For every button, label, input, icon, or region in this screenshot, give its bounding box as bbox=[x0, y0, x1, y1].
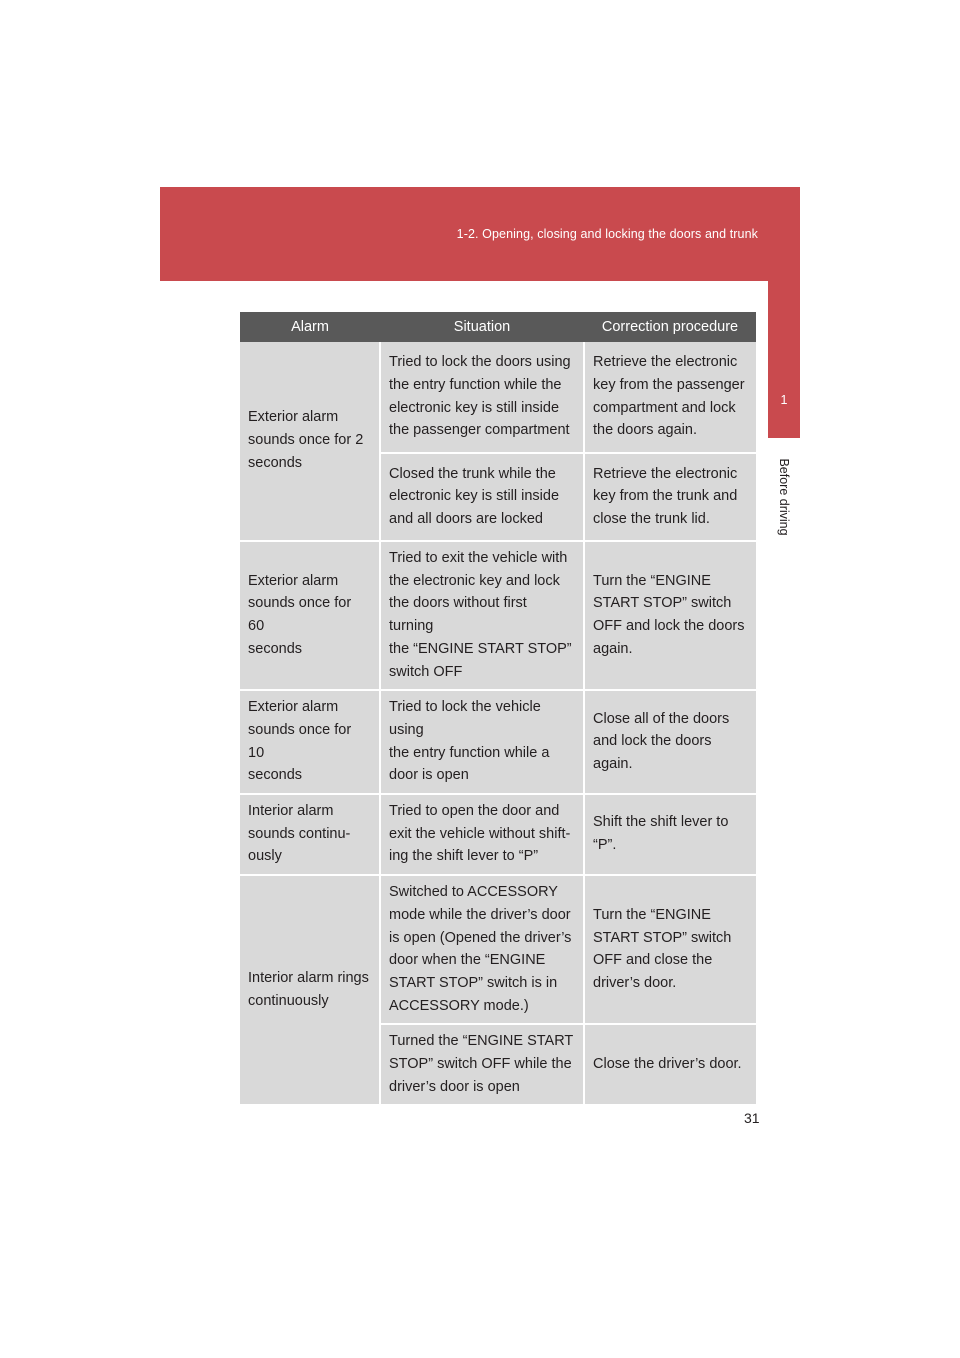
alarm-table bbox=[240, 312, 756, 1106]
table-row bbox=[240, 875, 756, 1024]
table-header-row bbox=[240, 312, 756, 342]
chapter-label: Before driving bbox=[777, 458, 791, 536]
alarm-cell: Interior alarm rings continuously bbox=[240, 875, 380, 1105]
situation-cell: Tried to lock the vehicle using the entry function while a door is open bbox=[380, 690, 584, 794]
chapter-tab bbox=[768, 281, 800, 438]
table-row bbox=[240, 342, 756, 453]
column-header-correction: Correction procedure bbox=[584, 312, 756, 342]
situation-cell: Tried to open the door and exit the vehicle without shift- ing the shift lever to “P” bbox=[380, 794, 584, 875]
correction-cell: Retrieve the electronic key from the trunk and close the trunk lid. bbox=[584, 453, 756, 541]
correction-cell: Turn the “ENGINE START STOP” switch OFF and close the driver’s door. bbox=[584, 875, 756, 1024]
column-header-situation: Situation bbox=[380, 312, 584, 342]
correction-cell: Turn the “ENGINE START STOP” switch OFF and lock the doors again. bbox=[584, 541, 756, 690]
section-header-band bbox=[160, 187, 800, 281]
situation-cell: Tried to lock the doors using the entry function while the electronic key is still inside the passenger compartment bbox=[380, 342, 584, 453]
alarm-cell: Exterior alarm sounds once for 10 seconds bbox=[240, 690, 380, 794]
correction-cell: Close the driver’s door. bbox=[584, 1024, 756, 1105]
table-row bbox=[240, 794, 756, 875]
page-number: 31 bbox=[744, 1110, 760, 1126]
situation-cell: Turned the “ENGINE START STOP” switch OFF while the driver’s door is open bbox=[380, 1024, 584, 1105]
situation-cell: Closed the trunk while the electronic key is still inside and all doors are locked bbox=[380, 453, 584, 541]
correction-cell: Close all of the doors and lock the doors again. bbox=[584, 690, 756, 794]
column-header-alarm: Alarm bbox=[240, 312, 380, 342]
situation-cell: Switched to ACCESSORY mode while the driver’s door is open (Opened the driver’s door when the “ENGINE START STOP” switch is in ACCESSORY mode.) bbox=[380, 875, 584, 1024]
correction-cell: Shift the shift lever to “P”. bbox=[584, 794, 756, 875]
table-row bbox=[240, 541, 756, 690]
chapter-number: 1 bbox=[780, 393, 788, 407]
alarm-cell: Exterior alarm sounds once for 2 seconds bbox=[240, 342, 380, 541]
alarm-cell: Interior alarm sounds continu- ously bbox=[240, 794, 380, 875]
table-row bbox=[240, 690, 756, 794]
section-title: 1-2. Opening, closing and locking the doors and trunk bbox=[456, 227, 758, 241]
situation-cell: Tried to exit the vehicle with the electronic key and lock the doors without first turning the “ENGINE START STOP” switch OFF bbox=[380, 541, 584, 690]
correction-cell: Retrieve the electronic key from the passenger compartment and lock the doors again. bbox=[584, 342, 756, 453]
alarm-cell: Exterior alarm sounds once for 60 seconds bbox=[240, 541, 380, 690]
